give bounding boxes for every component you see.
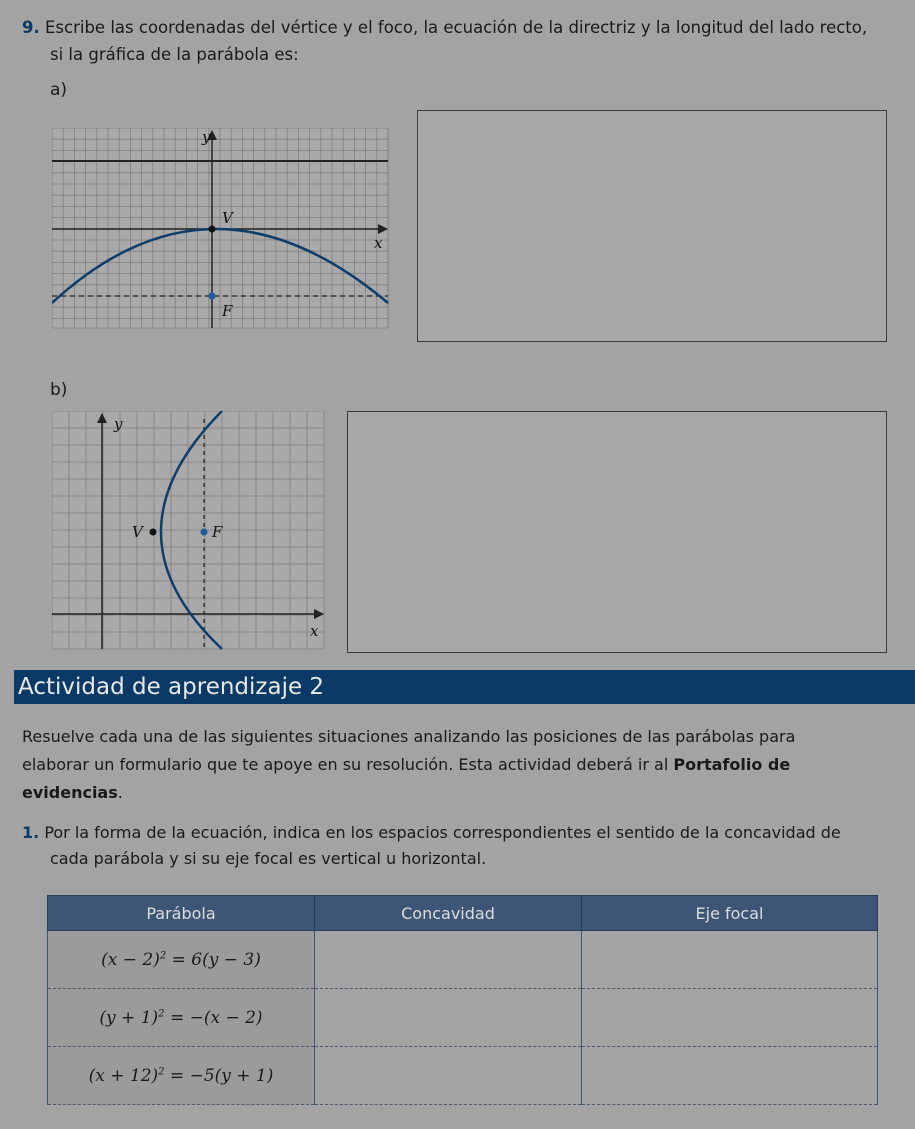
question-text-line1: Escribe las coordenadas del vértice y el foco, la ecuación de la directriz y la longitud del lado recto, bbox=[45, 18, 868, 37]
concavity-input-cell[interactable] bbox=[315, 989, 582, 1047]
question-number: 1. bbox=[22, 823, 40, 842]
activity-title-banner: Actividad de aprendizaje 2 bbox=[14, 670, 915, 704]
focus-point bbox=[209, 293, 216, 300]
question-9 bbox=[22, 14, 902, 68]
question-text-line2: si la gráfica de la parábola es: bbox=[50, 45, 299, 64]
question-text-line2: cada parábola y si su eje focal es vertical u horizontal. bbox=[50, 849, 487, 868]
x-axis-label: x bbox=[374, 234, 383, 252]
question-1 bbox=[22, 820, 902, 872]
focal-axis-input-cell[interactable] bbox=[582, 1047, 878, 1105]
table-header-row bbox=[48, 896, 878, 931]
vertex-label: V bbox=[132, 523, 143, 541]
table-row bbox=[48, 989, 878, 1047]
concavity-input-cell[interactable] bbox=[315, 1047, 582, 1105]
parabola-table bbox=[47, 895, 878, 1105]
focus-label: F bbox=[222, 302, 233, 320]
x-axis-label: x bbox=[310, 622, 319, 640]
header-focal-axis: Eje focal bbox=[582, 896, 878, 931]
equation-cell bbox=[48, 931, 315, 989]
vertex-label: V bbox=[222, 209, 233, 227]
vertex-point bbox=[150, 529, 157, 536]
equation-cell bbox=[48, 1047, 315, 1105]
intro-bold-portfolio: Portafolio de bbox=[673, 755, 791, 774]
subitem-b-label: b) bbox=[50, 380, 68, 400]
equation-exponent: 2 bbox=[158, 1007, 165, 1019]
subitem-a-label: a) bbox=[50, 80, 68, 100]
equation-exponent: 2 bbox=[158, 1065, 165, 1077]
table-row bbox=[48, 1047, 878, 1105]
equation-lhs: (x − 2) bbox=[101, 949, 160, 970]
equation-rhs: = 6(y − 3) bbox=[166, 949, 261, 970]
header-parabola: Parábola bbox=[48, 896, 315, 931]
equation-cell bbox=[48, 989, 315, 1047]
header-concavity: Concavidad bbox=[315, 896, 582, 931]
focus-point bbox=[201, 529, 208, 536]
equation-rhs: = −5(y + 1) bbox=[164, 1065, 274, 1086]
focus-label: F bbox=[212, 523, 223, 541]
table-row bbox=[48, 931, 878, 989]
intro-line2: elaborar un formulario que te apoye en su resolución. Esta actividad deberá ir al bbox=[22, 755, 674, 774]
focal-axis-input-cell[interactable] bbox=[582, 989, 878, 1047]
intro-bold-evidence: evidencias bbox=[22, 783, 118, 802]
intro-line1: Resuelve cada una de las siguientes situaciones analizando las posiciones de las parábolas para bbox=[22, 727, 796, 746]
equation-lhs: (x + 12) bbox=[88, 1065, 159, 1086]
equation-exponent: 2 bbox=[159, 949, 167, 961]
question-text-line1: Por la forma de la ecuación, indica en los espacios correspondientes el sentido de la concavidad de bbox=[44, 823, 841, 842]
equation-rhs: = −(x − 2) bbox=[164, 1007, 263, 1028]
concavity-input-cell[interactable] bbox=[315, 931, 582, 989]
graph-a bbox=[52, 128, 390, 330]
answer-box-b[interactable] bbox=[347, 411, 887, 653]
y-axis-label: y bbox=[202, 128, 211, 146]
activity-intro bbox=[22, 723, 902, 807]
vertex-point bbox=[209, 226, 216, 233]
focal-axis-input-cell[interactable] bbox=[582, 931, 878, 989]
question-number: 9. bbox=[22, 18, 40, 37]
y-axis-label: y bbox=[114, 415, 123, 433]
equation-lhs: (y + 1) bbox=[99, 1007, 159, 1028]
answer-box-a[interactable] bbox=[417, 110, 887, 342]
intro-end: . bbox=[117, 783, 123, 802]
graph-b bbox=[52, 411, 326, 651]
